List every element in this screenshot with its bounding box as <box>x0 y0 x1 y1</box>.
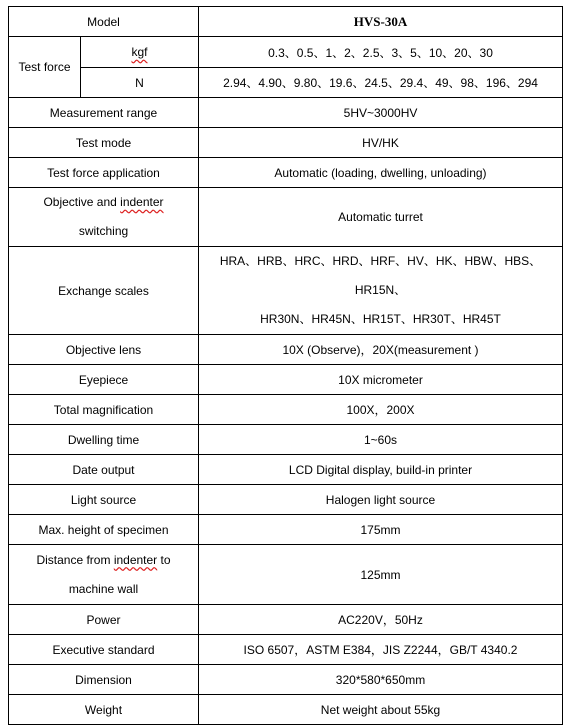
test-mode-label: Test mode <box>9 128 199 158</box>
weight-label: Weight <box>9 695 199 725</box>
table-row <box>9 7 563 37</box>
objective-switching-value: Automatic turret <box>199 188 563 247</box>
measurement-range-label: Measurement range <box>9 98 199 128</box>
table-row <box>9 695 563 725</box>
test-mode-value: HV/HK <box>199 128 563 158</box>
table-row <box>9 545 563 605</box>
kgf-value: 0.3、0.5、1、2、2.5、3、5、10、20、30 <box>199 37 563 68</box>
test-force-label: Test force <box>9 37 81 98</box>
table-row <box>9 515 563 545</box>
weight-value: Net weight about 55kg <box>199 695 563 725</box>
light-source-value: Halogen light source <box>199 485 563 515</box>
table-row <box>9 425 563 455</box>
test-force-application-label: Test force application <box>9 158 199 188</box>
table-row <box>9 98 563 128</box>
executive-standard-label: Executive standard <box>9 635 199 665</box>
eyepiece-value: 10X micrometer <box>199 365 563 395</box>
table-row <box>9 365 563 395</box>
table-row <box>9 395 563 425</box>
total-magnification-label: Total magnification <box>9 395 199 425</box>
distance-label: Distance from indenter to machine wall <box>9 545 199 605</box>
eyepiece-label: Eyepiece <box>9 365 199 395</box>
date-output-value: LCD Digital display, build-in printer <box>199 455 563 485</box>
dimension-label: Dimension <box>9 665 199 695</box>
power-label: Power <box>9 605 199 635</box>
table-row <box>9 158 563 188</box>
measurement-range-value: 5HV~3000HV <box>199 98 563 128</box>
distance-value: 125mm <box>199 545 563 605</box>
table-row <box>9 605 563 635</box>
test-force-application-value: Automatic (loading, dwelling, unloading) <box>199 158 563 188</box>
dwelling-time-label: Dwelling time <box>9 425 199 455</box>
objective-lens-label: Objective lens <box>9 335 199 365</box>
table-row <box>9 37 563 68</box>
exchange-scales-value: HRA、HRB、HRC、HRD、HRF、HV、HK、HBW、HBS、HR15N、 HR30N、HR45N、HR15T、HR30T、HR45T <box>199 247 563 335</box>
table-row <box>9 335 563 365</box>
table-row <box>9 665 563 695</box>
table-row <box>9 247 563 335</box>
objective-switching-label: Objective and indenter switching <box>9 188 199 247</box>
table-row <box>9 485 563 515</box>
date-output-label: Date output <box>9 455 199 485</box>
power-value: AC220V，50Hz <box>199 605 563 635</box>
table-row <box>9 635 563 665</box>
table-row <box>9 68 563 98</box>
total-magnification-value: 100X，200X <box>199 395 563 425</box>
dimension-value: 320*580*650mm <box>199 665 563 695</box>
model-value: HVS-30A <box>199 7 563 37</box>
table-row <box>9 455 563 485</box>
objective-lens-value: 10X (Observe)，20X(measurement ) <box>199 335 563 365</box>
max-height-value: 175mm <box>199 515 563 545</box>
table-row <box>9 188 563 247</box>
kgf-label: kgf <box>81 37 199 68</box>
light-source-label: Light source <box>9 485 199 515</box>
table-row <box>9 128 563 158</box>
executive-standard-value: ISO 6507，ASTM E384，JIS Z2244，GB/T 4340.2 <box>199 635 563 665</box>
spec-table <box>8 6 563 725</box>
max-height-label: Max. height of specimen <box>9 515 199 545</box>
n-label: N <box>81 68 199 98</box>
exchange-scales-label: Exchange scales <box>9 247 199 335</box>
n-value: 2.94、4.90、9.80、19.6、24.5、29.4、49、98、196、294 <box>199 68 563 98</box>
model-label: Model <box>9 7 199 37</box>
dwelling-time-value: 1~60s <box>199 425 563 455</box>
